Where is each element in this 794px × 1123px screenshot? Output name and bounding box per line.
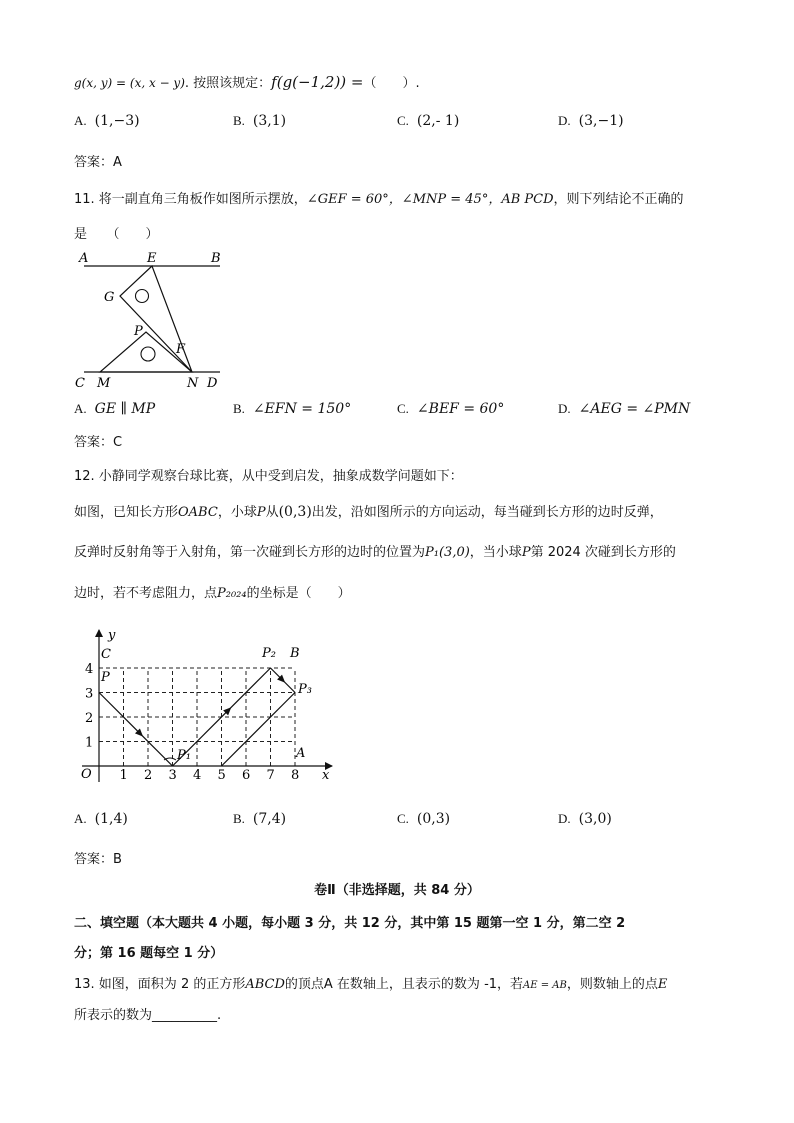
q10-option-b[interactable]: B. (3,1): [233, 113, 287, 129]
y-tick-label: 2: [85, 711, 94, 726]
x-tick-label: 6: [242, 768, 251, 783]
x-tick-label: 3: [168, 768, 177, 783]
x-tick-label: 8: [291, 768, 300, 783]
circle-lower: [141, 347, 155, 361]
y-tick-label: 4: [85, 662, 94, 677]
q13-stem: 13. 如图，面积为 2 的正方形ABCD的顶点A 在数轴上，且表示的数为 -1，若AE = AB，则数轴上的点E: [74, 977, 668, 992]
q11-option-c[interactable]: C. ∠BEF = 60°: [397, 401, 505, 417]
section-title: 卷Ⅱ（非选择题，共 84 分）: [314, 883, 480, 898]
label-p: P: [101, 670, 110, 685]
label-d: D: [207, 376, 218, 391]
y-tick-label: 1: [85, 735, 94, 751]
label-b: B: [290, 646, 300, 661]
q12-option-d[interactable]: D. (3,0): [558, 811, 612, 827]
label-p: P: [134, 324, 143, 339]
q10-stem: g(x, y) = (x, x − y). 按照该规定：f(g(−1,2)) =（ ）.: [74, 73, 420, 91]
q11-answer: 答案：C: [74, 435, 123, 450]
path-segment: [222, 693, 296, 767]
q11-option-a[interactable]: A. GE ∥ MP: [74, 401, 156, 417]
label-b: B: [211, 251, 221, 266]
q12-option-a[interactable]: A. (1,4): [74, 811, 128, 827]
q12-stem-2: 如图，已知长方形OABC，小球P从(0,3)出发，沿如图所示的方向运动，每当碰到长方形的边时反弹，: [74, 504, 663, 520]
x-tick-label: 2: [144, 768, 153, 783]
grid: [99, 668, 295, 766]
circle-upper: [136, 290, 149, 303]
x-axis-label: x: [322, 768, 330, 783]
q11-stem-2: 是 （ ）: [74, 227, 159, 242]
q11-stem: 11. 将一副直角三角板作如图所示摆放，∠GEF = 60°，∠MNP = 45°，AB PCD，则下列结论不正确的: [74, 192, 684, 207]
y-axis-label: y: [108, 628, 116, 643]
label-a: A: [296, 746, 306, 761]
x-tick-label: 1: [119, 768, 128, 783]
q10-answer: 答案：A: [74, 155, 122, 170]
label-f: F: [176, 342, 186, 357]
q10-formula-g: g(x, y) = (x, x − y): [74, 76, 185, 90]
label-m: M: [97, 376, 111, 391]
q12-stem-3: 反弹时反射角等于入射角，第一次碰到长方形的边时的位置为P₁(3,0)，当小球P第 2024 次碰到长方形的: [74, 545, 676, 560]
q10-option-c[interactable]: C. (2,- 1): [397, 113, 460, 129]
q12-figure: [70, 622, 345, 792]
label-c: C: [75, 376, 85, 391]
q12-stem-1: 12. 小静同学观察台球比赛，从中受到启发，抽象成数学问题如下：: [74, 469, 463, 484]
path-segment: [99, 693, 173, 767]
tick-labels: [85, 662, 299, 783]
label-c: C: [101, 647, 111, 662]
answer-blank[interactable]: __________: [152, 1008, 218, 1023]
q11-figure: [70, 248, 230, 393]
y-tick-label: 3: [85, 686, 94, 702]
q11-option-d[interactable]: D. ∠AEG = ∠PMN: [558, 401, 691, 417]
section-heading-1: 二、填空题（本大题共 4 小题，每小题 3 分，共 12 分，其中第 15 题第一空 1 分，第二空 2: [74, 916, 626, 931]
label-a: A: [79, 251, 89, 266]
label-p1: P₁: [177, 748, 191, 763]
q12-option-b[interactable]: B. (7,4): [233, 811, 287, 827]
label-e: E: [147, 251, 157, 266]
label-n: N: [187, 376, 199, 391]
q12-stem-4: 边时，若不考虑阻力，点P₂₀₂₄的坐标是（ ）: [74, 586, 351, 601]
x-tick-label: 4: [193, 768, 202, 783]
x-tick-label: 5: [217, 768, 226, 783]
q12-option-c[interactable]: C. (0,3): [397, 811, 451, 827]
label-p2: P₂: [262, 646, 276, 661]
q11-option-b[interactable]: B. ∠EFN = 150°: [233, 401, 352, 417]
q10-option-d[interactable]: D. (3,−1): [558, 113, 624, 129]
x-tick-label: 7: [266, 768, 275, 783]
section-heading-2: 分；第 16 题每空 1 分）: [74, 946, 224, 961]
q12-answer: 答案：B: [74, 852, 122, 867]
q13-stem-2: 所表示的数为__________.: [74, 1008, 222, 1023]
label-g: G: [104, 290, 115, 305]
q10-option-a[interactable]: A. (1,−3): [74, 113, 140, 129]
label-p3: P₃: [298, 682, 312, 697]
origin-label: O: [81, 767, 92, 782]
